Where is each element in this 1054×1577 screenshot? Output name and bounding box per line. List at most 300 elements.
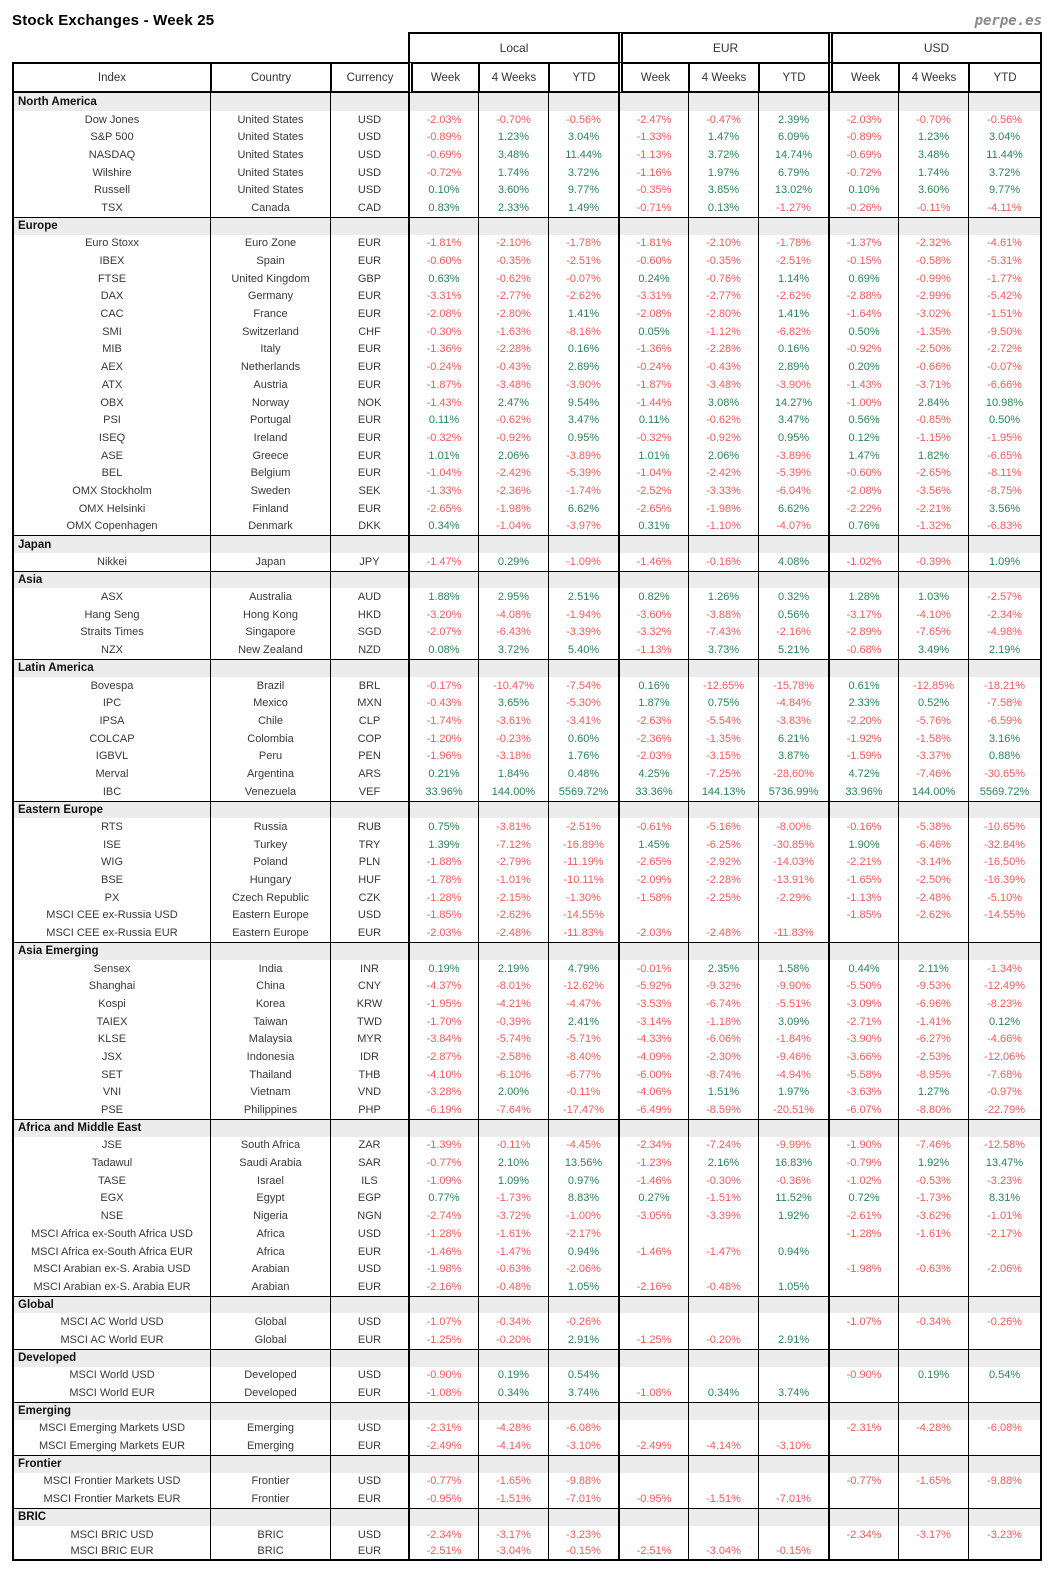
value-cell: -4.06% — [618, 1084, 688, 1102]
section-filler-cell — [898, 1508, 968, 1526]
value-cell: -1.85% — [408, 907, 478, 925]
value-cell: 0.31% — [618, 518, 688, 536]
value-cell: -2.03% — [408, 111, 478, 129]
country-cell: Argentina — [210, 765, 330, 783]
value-cell: -1.47% — [688, 1243, 758, 1261]
value-cell: 2.00% — [478, 1084, 548, 1102]
section-filler-cell — [968, 1455, 1042, 1473]
value-cell: -7.01% — [548, 1490, 618, 1508]
value-cell: -11.83% — [548, 924, 618, 942]
value-cell: -3.48% — [688, 376, 758, 394]
value-cell: 8.31% — [968, 1190, 1042, 1208]
value-cell: -0.20% — [478, 1331, 548, 1349]
value-cell: -1.51% — [688, 1190, 758, 1208]
value-cell: -8.16% — [548, 323, 618, 341]
value-cell: -12.85% — [898, 677, 968, 695]
value-cell: -2.21% — [898, 500, 968, 518]
col-header-ytd-eur: YTD — [758, 62, 828, 93]
section-filler-cell — [828, 801, 898, 819]
value-cell: -7.46% — [898, 1137, 968, 1155]
section-filler-cell — [548, 1119, 618, 1137]
currency-cell: EUR — [330, 376, 408, 394]
value-cell: -1.59% — [828, 747, 898, 765]
country-cell: Venezuela — [210, 783, 330, 801]
value-cell: -4.45% — [548, 1137, 618, 1155]
currency-cell: GBP — [330, 270, 408, 288]
section-filler-cell — [968, 571, 1042, 589]
section-filler-cell — [478, 942, 548, 960]
value-cell: -2.28% — [478, 341, 548, 359]
value-cell: -6.77% — [548, 1066, 618, 1084]
value-cell — [618, 907, 688, 925]
value-cell: -1.02% — [828, 553, 898, 571]
value-cell: 10.98% — [968, 394, 1042, 412]
section-filler-cell — [898, 535, 968, 553]
index-cell: TSX — [12, 199, 210, 217]
value-cell: -5.39% — [548, 464, 618, 482]
table-row — [12, 924, 1042, 942]
value-cell: -1.63% — [478, 323, 548, 341]
value-cell: 1.84% — [478, 765, 548, 783]
country-cell: Thailand — [210, 1066, 330, 1084]
value-cell: -2.08% — [618, 305, 688, 323]
table-row — [12, 553, 1042, 571]
value-cell: -7.12% — [478, 836, 548, 854]
value-cell: -4.37% — [408, 977, 478, 995]
value-cell: -2.03% — [618, 924, 688, 942]
currency-cell: USD — [330, 181, 408, 199]
section-filler-cell — [548, 1455, 618, 1473]
country-cell: Vietnam — [210, 1084, 330, 1102]
group-header-local: Local — [408, 32, 618, 62]
value-cell: -12.65% — [688, 677, 758, 695]
value-cell: 0.75% — [408, 818, 478, 836]
section-name: Japan — [12, 535, 210, 553]
value-cell: 3.56% — [968, 500, 1042, 518]
value-cell: 0.19% — [898, 1367, 968, 1385]
value-cell: -30.65% — [968, 765, 1042, 783]
value-cell: -1.23% — [618, 1154, 688, 1172]
section-filler-cell — [618, 217, 688, 235]
value-cell: 4.08% — [758, 553, 828, 571]
value-cell: -0.47% — [688, 111, 758, 129]
value-cell: -4.08% — [478, 606, 548, 624]
table-row — [12, 765, 1042, 783]
section-filler-cell — [408, 659, 478, 677]
value-cell: -3.18% — [478, 747, 548, 765]
value-cell: -1.73% — [478, 1190, 548, 1208]
value-cell: -2.07% — [408, 624, 478, 642]
value-cell: 2.51% — [548, 588, 618, 606]
country-cell: Africa — [210, 1225, 330, 1243]
value-cell: -3.63% — [828, 1084, 898, 1102]
section-filler-cell — [758, 217, 828, 235]
section-filler-cell — [828, 93, 898, 111]
section-filler-cell — [758, 1119, 828, 1137]
value-cell: 8.83% — [548, 1190, 618, 1208]
value-cell: 144.00% — [478, 783, 548, 801]
value-cell: -7.46% — [898, 765, 968, 783]
value-cell: -0.71% — [618, 199, 688, 217]
table-row — [12, 1137, 1042, 1155]
value-cell: -1.02% — [828, 1172, 898, 1190]
value-cell: 1.92% — [758, 1207, 828, 1225]
currency-cell: USD — [330, 1260, 408, 1278]
value-cell: -2.51% — [548, 252, 618, 270]
section-filler-cell — [408, 1402, 478, 1420]
value-cell: -1.65% — [898, 1473, 968, 1491]
value-cell: -9.32% — [688, 977, 758, 995]
section-filler-cell — [828, 571, 898, 589]
value-cell: 0.63% — [408, 270, 478, 288]
value-cell: -2.51% — [408, 1543, 478, 1561]
value-cell: 0.75% — [688, 694, 758, 712]
value-cell: 0.56% — [828, 411, 898, 429]
value-cell: -1.44% — [618, 394, 688, 412]
value-cell: -1.36% — [618, 341, 688, 359]
value-cell — [968, 1543, 1042, 1561]
value-cell — [618, 1313, 688, 1331]
site-logo: perpe.es — [974, 13, 1042, 29]
currency-cell: CZK — [330, 889, 408, 907]
section-filler-cell — [758, 801, 828, 819]
currency-cell: USD — [330, 128, 408, 146]
value-cell: -6.66% — [968, 376, 1042, 394]
section-filler-cell — [210, 1119, 330, 1137]
value-cell: 6.79% — [758, 164, 828, 182]
value-cell: -16.39% — [968, 871, 1042, 889]
index-cell: Nikkei — [12, 553, 210, 571]
value-cell: -0.39% — [478, 1013, 548, 1031]
value-cell: -1.84% — [758, 1030, 828, 1048]
value-cell — [688, 1260, 758, 1278]
value-cell: -7.54% — [548, 677, 618, 695]
section-name: Asia Emerging — [12, 942, 210, 960]
value-cell — [758, 1313, 828, 1331]
currency-cell: EUR — [330, 411, 408, 429]
section-filler-cell — [968, 1508, 1042, 1526]
index-cell: ATX — [12, 376, 210, 394]
index-cell: MSCI BRIC EUR — [12, 1543, 210, 1561]
value-cell: -2.30% — [688, 1048, 758, 1066]
table-row — [12, 270, 1042, 288]
currency-cell: USD — [330, 111, 408, 129]
currency-cell: SEK — [330, 482, 408, 500]
section-filler-cell — [758, 1349, 828, 1367]
value-cell: -1.46% — [618, 1172, 688, 1190]
value-cell: -0.72% — [408, 164, 478, 182]
table-row — [12, 429, 1042, 447]
value-cell: -7.68% — [968, 1066, 1042, 1084]
value-cell: 6.09% — [758, 128, 828, 146]
value-cell: 1.05% — [548, 1278, 618, 1296]
value-cell: -3.32% — [618, 624, 688, 642]
value-cell: -3.84% — [408, 1030, 478, 1048]
value-cell — [618, 1225, 688, 1243]
index-cell: MSCI Emerging Markets USD — [12, 1420, 210, 1438]
section-filler-cell — [548, 1508, 618, 1526]
table-row — [12, 818, 1042, 836]
value-cell — [968, 1490, 1042, 1508]
table-row — [12, 1526, 1042, 1544]
value-cell: -3.81% — [478, 818, 548, 836]
value-cell: -0.95% — [408, 1490, 478, 1508]
col-header-4weeks-eur: 4 Weeks — [688, 62, 758, 93]
value-cell: -13.91% — [758, 871, 828, 889]
section-filler-cell — [828, 1296, 898, 1314]
value-cell: -0.20% — [688, 1331, 758, 1349]
index-cell: TAIEX — [12, 1013, 210, 1031]
table-row — [12, 1101, 1042, 1119]
value-cell: -2.15% — [478, 889, 548, 907]
value-cell — [688, 907, 758, 925]
table-row — [12, 1172, 1042, 1190]
value-cell: -0.35% — [618, 181, 688, 199]
value-cell: -2.99% — [898, 288, 968, 306]
value-cell: -5.51% — [758, 995, 828, 1013]
value-cell: -7.58% — [968, 694, 1042, 712]
value-cell: -2.32% — [898, 235, 968, 253]
country-cell: Singapore — [210, 624, 330, 642]
value-cell: 2.89% — [548, 358, 618, 376]
value-cell: -1.41% — [898, 1013, 968, 1031]
value-cell: -4.28% — [478, 1420, 548, 1438]
value-cell: -0.26% — [828, 199, 898, 217]
column-header-row — [12, 62, 1042, 93]
value-cell: -2.72% — [968, 341, 1042, 359]
section-filler-cell — [408, 93, 478, 111]
value-cell: -0.43% — [408, 694, 478, 712]
section-filler-cell — [688, 571, 758, 589]
value-cell: -4.33% — [618, 1030, 688, 1048]
index-cell: DAX — [12, 288, 210, 306]
index-cell: EGX — [12, 1190, 210, 1208]
value-cell: 0.44% — [828, 960, 898, 978]
value-cell: 2.89% — [758, 358, 828, 376]
value-cell: -2.77% — [478, 288, 548, 306]
table-row — [12, 712, 1042, 730]
value-cell: -2.52% — [618, 482, 688, 500]
section-filler-cell — [688, 1119, 758, 1137]
section-filler-cell — [968, 1119, 1042, 1137]
table-row — [12, 288, 1042, 306]
section-filler-cell — [898, 1119, 968, 1137]
value-cell: -2.58% — [478, 1048, 548, 1066]
country-cell: India — [210, 960, 330, 978]
value-cell: 1.97% — [758, 1084, 828, 1102]
table-row — [12, 111, 1042, 129]
value-cell: -3.20% — [408, 606, 478, 624]
value-cell: -1.25% — [618, 1331, 688, 1349]
index-cell: JSX — [12, 1048, 210, 1066]
value-cell: -2.10% — [688, 235, 758, 253]
section-header-row — [12, 659, 1042, 677]
section-filler-cell — [408, 942, 478, 960]
value-cell: -0.34% — [898, 1313, 968, 1331]
value-cell — [618, 1367, 688, 1385]
country-cell: Egypt — [210, 1190, 330, 1208]
value-cell: 0.16% — [758, 341, 828, 359]
country-cell: Saudi Arabia — [210, 1154, 330, 1172]
value-cell: 0.27% — [618, 1190, 688, 1208]
value-cell: 3.85% — [688, 181, 758, 199]
value-cell: -0.70% — [478, 111, 548, 129]
value-cell: -6.06% — [688, 1030, 758, 1048]
value-cell: -10.11% — [548, 871, 618, 889]
table-row — [12, 341, 1042, 359]
value-cell: -5.39% — [758, 464, 828, 482]
country-cell: Eastern Europe — [210, 907, 330, 925]
value-cell — [898, 1490, 968, 1508]
country-cell: Global — [210, 1331, 330, 1349]
index-cell: MSCI AC World EUR — [12, 1331, 210, 1349]
value-cell: -6.19% — [408, 1101, 478, 1119]
value-cell: -2.49% — [618, 1437, 688, 1455]
value-cell: -1.81% — [618, 235, 688, 253]
currency-cell: HUF — [330, 871, 408, 889]
value-cell: -2.17% — [968, 1225, 1042, 1243]
currency-cell: USD — [330, 1420, 408, 1438]
value-cell: 2.10% — [478, 1154, 548, 1172]
section-filler-cell — [688, 1508, 758, 1526]
value-cell: -3.72% — [478, 1207, 548, 1225]
value-cell: 1.23% — [898, 128, 968, 146]
value-cell: -0.60% — [618, 252, 688, 270]
value-cell: -2.09% — [618, 871, 688, 889]
value-cell: -12.06% — [968, 1048, 1042, 1066]
section-filler-cell — [828, 659, 898, 677]
value-cell: 11.44% — [968, 146, 1042, 164]
value-cell: -9.53% — [898, 977, 968, 995]
value-cell: 1.09% — [968, 553, 1042, 571]
country-cell: Czech Republic — [210, 889, 330, 907]
section-filler-cell — [478, 535, 548, 553]
index-cell: PX — [12, 889, 210, 907]
country-cell: Denmark — [210, 518, 330, 536]
section-filler-cell — [828, 942, 898, 960]
section-filler-cell — [898, 93, 968, 111]
section-header-row — [12, 1349, 1042, 1367]
section-header-row — [12, 535, 1042, 553]
value-cell: 0.52% — [898, 694, 968, 712]
section-name: Frontier — [12, 1455, 210, 1473]
value-cell: -1.32% — [898, 518, 968, 536]
value-cell: 144.13% — [688, 783, 758, 801]
value-cell: -5.16% — [688, 818, 758, 836]
value-cell: -3.14% — [618, 1013, 688, 1031]
value-cell: -30.85% — [758, 836, 828, 854]
value-cell: -0.53% — [898, 1172, 968, 1190]
value-cell: -1.78% — [758, 235, 828, 253]
currency-cell: USD — [330, 1313, 408, 1331]
section-header-row — [12, 1402, 1042, 1420]
value-cell: 1.05% — [758, 1278, 828, 1296]
index-cell: MSCI Africa ex-South Africa USD — [12, 1225, 210, 1243]
value-cell: -2.62% — [478, 907, 548, 925]
value-cell: -14.55% — [548, 907, 618, 925]
value-cell: -1.00% — [548, 1207, 618, 1225]
table-row — [12, 1437, 1042, 1455]
table-row — [12, 500, 1042, 518]
index-cell: OMX Helsinki — [12, 500, 210, 518]
value-cell: 0.12% — [968, 1013, 1042, 1031]
value-cell: -0.76% — [688, 270, 758, 288]
value-cell: -3.56% — [898, 482, 968, 500]
section-filler-cell — [898, 1402, 968, 1420]
value-cell: -0.92% — [828, 341, 898, 359]
section-filler-cell — [828, 535, 898, 553]
value-cell: -22.79% — [968, 1101, 1042, 1119]
value-cell: -2.80% — [688, 305, 758, 323]
index-cell: Shanghai — [12, 977, 210, 995]
currency-cell: INR — [330, 960, 408, 978]
section-filler-cell — [618, 1455, 688, 1473]
value-cell: -2.06% — [548, 1260, 618, 1278]
table-row — [12, 1243, 1042, 1261]
value-cell: -2.51% — [618, 1543, 688, 1561]
value-cell: -9.99% — [758, 1137, 828, 1155]
value-cell: -1.13% — [618, 146, 688, 164]
value-cell: -3.90% — [548, 376, 618, 394]
value-cell — [968, 924, 1042, 942]
value-cell: -9.46% — [758, 1048, 828, 1066]
section-filler-cell — [330, 1119, 408, 1137]
value-cell: -3.05% — [618, 1207, 688, 1225]
table-row — [12, 447, 1042, 465]
section-filler-cell — [408, 535, 478, 553]
currency-cell: CNY — [330, 977, 408, 995]
country-cell: United States — [210, 181, 330, 199]
index-cell: Kospi — [12, 995, 210, 1013]
value-cell: -3.28% — [408, 1084, 478, 1102]
country-cell: Hungary — [210, 871, 330, 889]
value-cell: -3.17% — [478, 1526, 548, 1544]
value-cell: -1.28% — [408, 1225, 478, 1243]
currency-cell: NOK — [330, 394, 408, 412]
value-cell: -1.28% — [408, 889, 478, 907]
section-filler-cell — [408, 1455, 478, 1473]
section-filler-cell — [330, 217, 408, 235]
value-cell: -0.63% — [898, 1260, 968, 1278]
value-cell: 5.40% — [548, 641, 618, 659]
value-cell: -0.92% — [688, 429, 758, 447]
value-cell: -3.23% — [548, 1526, 618, 1544]
index-cell: Bovespa — [12, 677, 210, 695]
section-filler-cell — [408, 1296, 478, 1314]
value-cell: -0.69% — [828, 146, 898, 164]
section-filler-cell — [210, 1296, 330, 1314]
value-cell — [688, 1526, 758, 1544]
value-cell: -3.97% — [548, 518, 618, 536]
currency-cell: USD — [330, 1526, 408, 1544]
country-cell: Norway — [210, 394, 330, 412]
value-cell: -2.51% — [758, 252, 828, 270]
value-cell: -2.34% — [618, 1137, 688, 1155]
value-cell: -3.90% — [758, 376, 828, 394]
value-cell: -1.33% — [618, 128, 688, 146]
topbar — [12, 5, 1042, 29]
value-cell: -0.15% — [548, 1543, 618, 1561]
value-cell: -3.14% — [898, 854, 968, 872]
section-name: BRIC — [12, 1508, 210, 1526]
table-row — [12, 730, 1042, 748]
index-cell: IBC — [12, 783, 210, 801]
value-cell: -18.21% — [968, 677, 1042, 695]
value-cell: 3.60% — [898, 181, 968, 199]
country-cell: Belgium — [210, 464, 330, 482]
index-cell: IBEX — [12, 252, 210, 270]
value-cell: -5.50% — [828, 977, 898, 995]
